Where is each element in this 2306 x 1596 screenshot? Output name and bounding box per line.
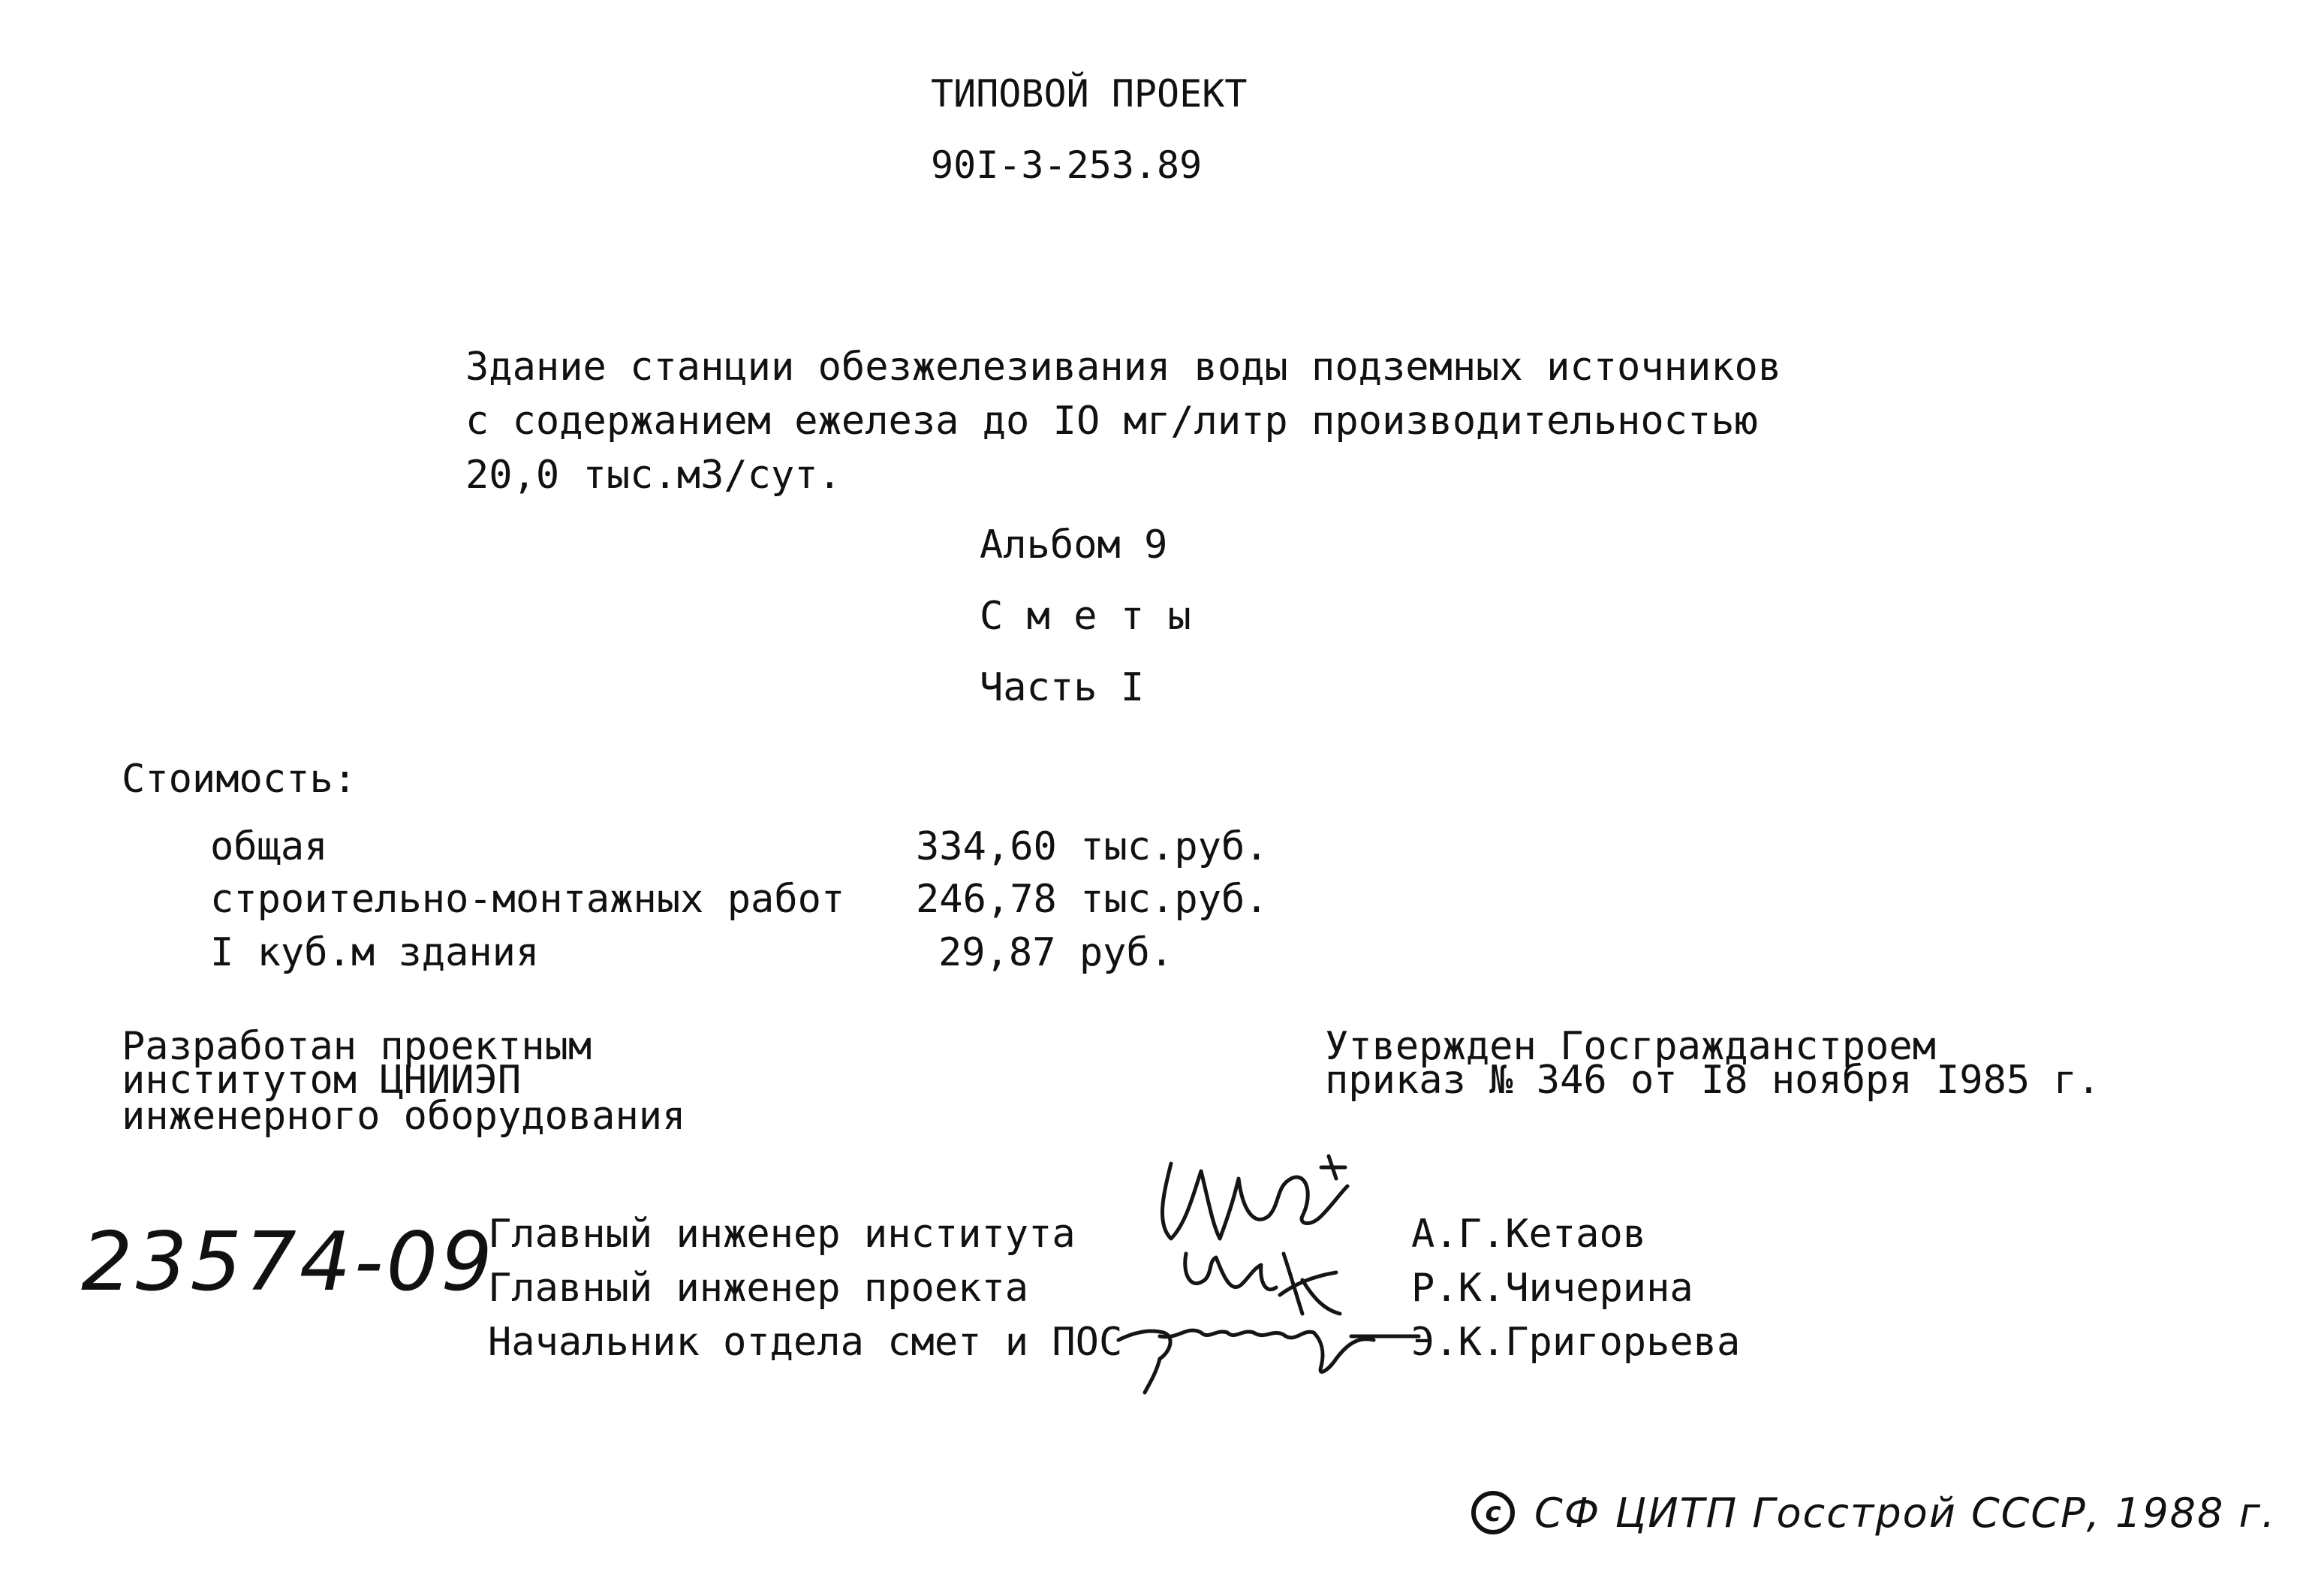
- approval-line: Утвержден Госгражданстроем: [1325, 1024, 1936, 1069]
- cost-value: 334,60 тыс.руб.: [916, 824, 1269, 869]
- signature-grigorieva: [1103, 1299, 1419, 1396]
- cost-value: 246,78 тыс.руб.: [916, 877, 1269, 922]
- signatory-name: Р.К.Чичерина: [1411, 1266, 1693, 1311]
- cost-label: I куб.м здания: [210, 930, 540, 975]
- developer-line: Разработан проектным: [122, 1024, 592, 1069]
- copyright-text: СФ ЦИТП Госстрой СССР, 1988 г.: [1534, 1489, 2277, 1537]
- description-line: Здание станции обезжелезивания воды подземных источников: [465, 345, 1782, 390]
- cost-heading: Стоимость:: [122, 757, 357, 802]
- cost-label: строительно-монтажных работ: [210, 877, 845, 922]
- signatory-name: Э.К.Григорьева: [1411, 1320, 1741, 1365]
- signatory-position: Начальник отдела смет и ПОС: [488, 1320, 1123, 1365]
- description-line: 20,0 тыс.м3/сут.: [465, 453, 841, 498]
- copyright-stamp: [1471, 1483, 2276, 1543]
- copyright-icon: с: [1471, 1491, 1515, 1534]
- document-title: ТИПОВОЙ ПРОЕКТ: [931, 72, 1248, 116]
- developer-line: институтом ЦНИИЭП: [122, 1058, 522, 1103]
- developer-line: инженерного оборудования: [122, 1094, 686, 1139]
- album-part: Часть I: [980, 665, 1145, 710]
- inventory-number: 23574-09: [81, 1215, 495, 1309]
- description-line: с содержанием ежелеза до IO мг/литр производительностью: [465, 399, 1758, 444]
- signatory-position: Главный инженер института: [488, 1212, 1076, 1257]
- approval-line: приказ № 346 от I8 ноября I985 г.: [1325, 1058, 2101, 1103]
- signatory-position: Главный инженер проекта: [488, 1266, 1029, 1311]
- album-number: Альбом 9: [980, 522, 1168, 568]
- album-title: С м е т ы: [980, 594, 1191, 639]
- cost-label: общая: [210, 824, 328, 869]
- project-number: 90I-3-253.89: [931, 143, 1203, 187]
- signatory-name: А.Г.Кетаов: [1411, 1212, 1647, 1257]
- cost-value: 29,87 руб.: [938, 930, 1174, 975]
